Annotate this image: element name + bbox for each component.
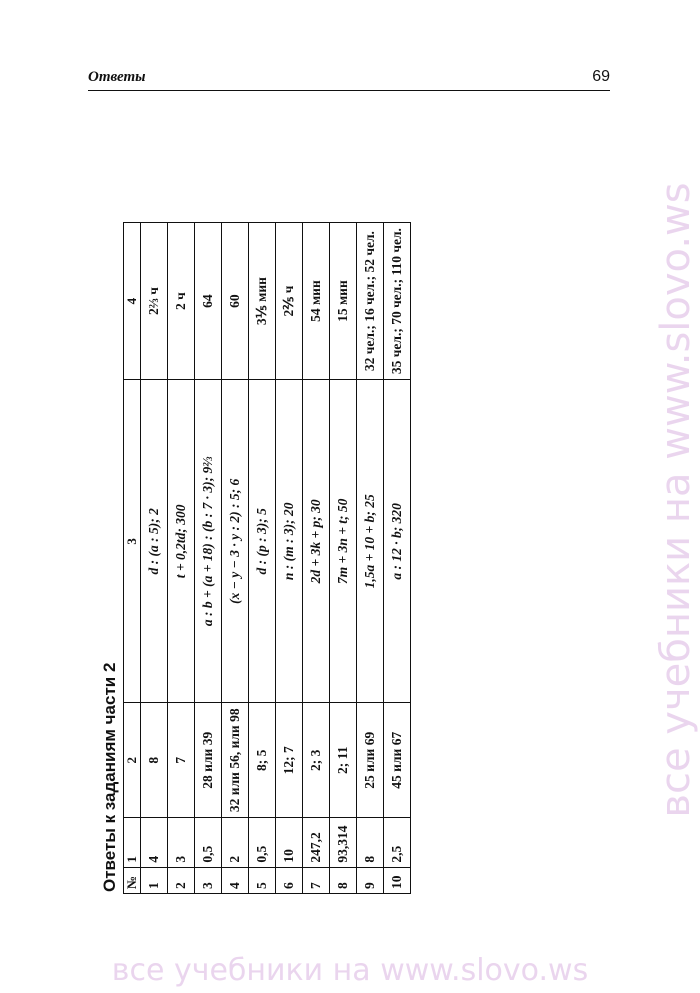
column-header-3: 3 [124, 380, 141, 703]
answer-cell-4: 64 [195, 223, 222, 380]
row-number: 7 [303, 867, 330, 893]
table-title: Ответы к заданиям части 2 [100, 662, 119, 892]
answer-cell-4: 2 ч [168, 223, 195, 380]
answer-cell-4: 2⅔ ч [141, 223, 168, 380]
answer-cell-3: 1,5a + 10 + b; 25 [357, 380, 384, 703]
answer-cell-2: 7 [168, 703, 195, 818]
answer-cell-1: 0,5 [195, 818, 222, 868]
column-header-2: 2 [124, 703, 141, 818]
answer-cell-3: a : b + (a + 18) : (b : 7 · 3); 9⅔ [195, 380, 222, 703]
row-number: 10 [384, 867, 411, 893]
answer-cell-3: 7m + 3n + t; 50 [330, 380, 357, 703]
answer-cell-1: 3 [168, 818, 195, 868]
answer-cell-2: 25 или 69 [357, 703, 384, 818]
answer-cell-3: d : (a : 5); 2 [141, 380, 168, 703]
answer-cell-4: 60 [222, 223, 249, 380]
row-number: 6 [276, 867, 303, 893]
table-row [303, 223, 330, 894]
answer-cell-1: 247,2 [303, 818, 330, 868]
row-number: 8 [330, 867, 357, 893]
column-header-number: № [124, 867, 141, 893]
table-row [168, 223, 195, 894]
page-header [88, 62, 610, 91]
column-header-1: 1 [124, 818, 141, 868]
answer-cell-1: 10 [276, 818, 303, 868]
answer-cell-4: 35 чел.; 70 чел.; 110 чел. [384, 223, 411, 380]
answers-table [123, 222, 411, 894]
bottom-watermark: все учебники на www.slovo.ws [111, 953, 589, 988]
row-number: 4 [222, 867, 249, 893]
answer-cell-2: 8 [141, 703, 168, 818]
row-number: 2 [168, 867, 195, 893]
answer-cell-3: d : (p : 3); 5 [249, 380, 276, 703]
table-row [141, 223, 168, 894]
answer-cell-1: 0,5 [249, 818, 276, 868]
row-number: 5 [249, 867, 276, 893]
answer-cell-3: (x − y − 3 · y : 2) : 5; 6 [222, 380, 249, 703]
column-header-4: 4 [124, 223, 141, 380]
answer-cell-3: a : 12 · b; 320 [384, 380, 411, 703]
answer-cell-4: 3⅕ мин [249, 223, 276, 380]
answer-cell-4: 15 мин [330, 223, 357, 380]
answer-cell-2: 2; 11 [330, 703, 357, 818]
table-row [222, 223, 249, 894]
table-header-row [124, 223, 141, 894]
answer-cell-1: 2,5 [384, 818, 411, 868]
rotated-answers-block [97, 222, 413, 894]
answer-cell-1: 4 [141, 818, 168, 868]
answer-cell-1: 93,314 [330, 818, 357, 868]
row-number: 3 [195, 867, 222, 893]
answer-cell-4: 32 чел.; 16 чел.; 52 чел. [357, 223, 384, 380]
answer-cell-2: 8; 5 [249, 703, 276, 818]
side-watermark: все учебники на www.slovo.ws [653, 182, 699, 818]
table-row [195, 223, 222, 894]
answer-cell-2: 28 или 39 [195, 703, 222, 818]
answer-cell-3: 2d + 3k + p; 30 [303, 380, 330, 703]
answer-cell-3: t + 0,2td; 300 [168, 380, 195, 703]
answer-cell-3: n : (m : 3); 20 [276, 380, 303, 703]
running-title: Ответы [88, 69, 146, 85]
answer-cell-2: 32 или 56, или 98 [222, 703, 249, 818]
row-number: 1 [141, 867, 168, 893]
table-row [330, 223, 357, 894]
table-row [249, 223, 276, 894]
answer-cell-1: 8 [357, 818, 384, 868]
table-row [276, 223, 303, 894]
answer-cell-2: 12; 7 [276, 703, 303, 818]
table-row [357, 223, 384, 894]
table-row [384, 223, 411, 894]
answer-cell-4: 54 мин [303, 223, 330, 380]
answer-cell-4: 2⅖ ч [276, 223, 303, 380]
answer-cell-2: 45 или 67 [384, 703, 411, 818]
row-number: 9 [357, 867, 384, 893]
answer-cell-1: 2 [222, 818, 249, 868]
answer-cell-2: 2; 3 [303, 703, 330, 818]
page-number: 69 [592, 68, 610, 85]
